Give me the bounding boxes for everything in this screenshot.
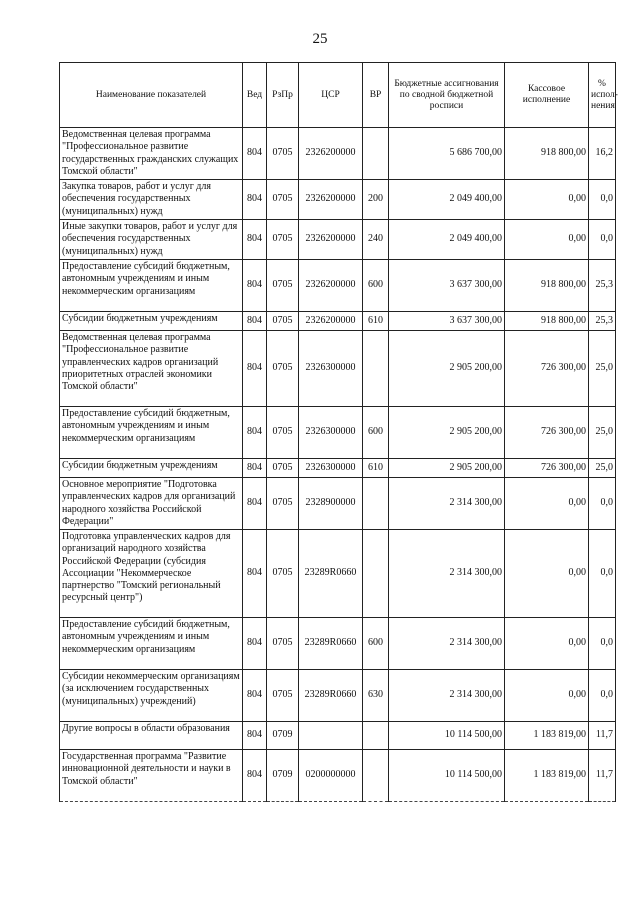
cell-pct: 25,0	[589, 459, 616, 478]
table-body	[60, 128, 616, 802]
cell-vr: 200	[363, 180, 389, 220]
cell-plan: 3 637 300,00	[389, 312, 505, 331]
cell-csr: 2326200000	[299, 220, 363, 260]
cell-rzpr: 0705	[267, 331, 299, 407]
cell-vr	[363, 478, 389, 530]
cell-pct: 0,0	[589, 220, 616, 260]
cell-name: Предоставление субсидий бюджетным, автономным учреждениям и иным некоммерческим организациям	[60, 260, 243, 312]
cell-rzpr: 0705	[267, 312, 299, 331]
cell-ved: 804	[243, 618, 267, 670]
cell-rzpr: 0705	[267, 459, 299, 478]
cell-vr: 600	[363, 260, 389, 312]
cell-name: Ведомственная целевая программа "Профессиональное развитие управленческих кадров организаций приоритетных отраслей экономики Томской области"	[60, 331, 243, 407]
table-row	[60, 407, 616, 459]
cell-vr	[363, 722, 389, 750]
cell-ved: 804	[243, 459, 267, 478]
header-cash: Кассовое исполнение	[505, 63, 589, 128]
cell-rzpr: 0705	[267, 530, 299, 618]
cell-plan: 3 637 300,00	[389, 260, 505, 312]
cell-pct: 0,0	[589, 180, 616, 220]
header-csr: ЦСР	[299, 63, 363, 128]
cell-plan: 10 114 500,00	[389, 722, 505, 750]
cell-pct: 25,0	[589, 331, 616, 407]
table-row	[60, 128, 616, 180]
cell-vr: 600	[363, 618, 389, 670]
cell-cash: 0,00	[505, 530, 589, 618]
header-name: Наименование показателей	[60, 63, 243, 128]
cell-cash: 1 183 819,00	[505, 750, 589, 802]
cell-cash: 0,00	[505, 220, 589, 260]
cell-rzpr: 0709	[267, 722, 299, 750]
cell-rzpr: 0705	[267, 260, 299, 312]
cell-csr: 23289R0660	[299, 670, 363, 722]
cell-rzpr: 0705	[267, 670, 299, 722]
cell-ved: 804	[243, 670, 267, 722]
budget-execution-table	[59, 62, 616, 802]
table-header-row	[60, 63, 616, 128]
cell-cash: 0,00	[505, 180, 589, 220]
cell-plan: 2 314 300,00	[389, 530, 505, 618]
cell-plan: 2 314 300,00	[389, 670, 505, 722]
cell-ved: 804	[243, 260, 267, 312]
cell-rzpr: 0705	[267, 478, 299, 530]
cell-ved: 804	[243, 220, 267, 260]
cell-name: Государственная программа "Развитие инновационной деятельности и науки в Томской области"	[60, 750, 243, 802]
cell-ved: 804	[243, 331, 267, 407]
table-row	[60, 312, 616, 331]
cell-csr: 2326300000	[299, 331, 363, 407]
cell-name: Другие вопросы в области образования	[60, 722, 243, 750]
cell-plan: 10 114 500,00	[389, 750, 505, 802]
cell-name: Субсидии бюджетным учреждениям	[60, 312, 243, 331]
cell-pct: 11,7	[589, 750, 616, 802]
cell-vr: 610	[363, 459, 389, 478]
cell-rzpr: 0709	[267, 750, 299, 802]
cell-rzpr: 0705	[267, 128, 299, 180]
cell-name: Субсидии бюджетным учреждениям	[60, 459, 243, 478]
cell-pct: 0,0	[589, 670, 616, 722]
cell-plan: 2 905 200,00	[389, 459, 505, 478]
cell-cash: 726 300,00	[505, 407, 589, 459]
cell-vr: 600	[363, 407, 389, 459]
cell-pct: 16,2	[589, 128, 616, 180]
cell-csr: 2326200000	[299, 260, 363, 312]
cell-plan: 2 905 200,00	[389, 331, 505, 407]
cell-pct: 0,0	[589, 530, 616, 618]
cell-cash: 0,00	[505, 618, 589, 670]
cell-plan: 2 049 400,00	[389, 180, 505, 220]
cell-csr: 23289R0660	[299, 618, 363, 670]
cell-rzpr: 0705	[267, 407, 299, 459]
cell-cash: 918 800,00	[505, 128, 589, 180]
cell-ved: 804	[243, 312, 267, 331]
cell-csr: 2328900000	[299, 478, 363, 530]
cell-pct: 25,3	[589, 312, 616, 331]
cell-plan: 2 314 300,00	[389, 618, 505, 670]
cell-plan: 5 686 700,00	[389, 128, 505, 180]
header-rzpr: РзПр	[267, 63, 299, 128]
cell-name: Ведомственная целевая программа "Профессиональное развитие государственных гражданских служащих Томской области"	[60, 128, 243, 180]
cell-ved: 804	[243, 750, 267, 802]
cell-csr	[299, 722, 363, 750]
cell-cash: 918 800,00	[505, 312, 589, 331]
cell-pct: 25,3	[589, 260, 616, 312]
table-row	[60, 220, 616, 260]
cell-vr	[363, 750, 389, 802]
header-vr: ВР	[363, 63, 389, 128]
cell-vr: 630	[363, 670, 389, 722]
cell-plan: 2 049 400,00	[389, 220, 505, 260]
table-row	[60, 670, 616, 722]
cell-ved: 804	[243, 180, 267, 220]
cell-pct: 0,0	[589, 478, 616, 530]
cell-vr: 610	[363, 312, 389, 331]
table-row	[60, 180, 616, 220]
cell-name: Иные закупки товаров, работ и услуг для обеспечения государственных (муниципальных) нужд	[60, 220, 243, 260]
cell-pct: 11,7	[589, 722, 616, 750]
cell-csr: 2326200000	[299, 128, 363, 180]
header-pct: % испол-нения	[589, 63, 616, 128]
table-row	[60, 750, 616, 802]
cell-csr: 2326300000	[299, 459, 363, 478]
cell-csr: 23289R0660	[299, 530, 363, 618]
table-row	[60, 331, 616, 407]
cell-ved: 804	[243, 478, 267, 530]
cell-cash: 0,00	[505, 478, 589, 530]
cell-vr	[363, 530, 389, 618]
table-row	[60, 459, 616, 478]
cell-cash: 1 183 819,00	[505, 722, 589, 750]
cell-ved: 804	[243, 722, 267, 750]
cell-ved: 804	[243, 407, 267, 459]
table-row	[60, 618, 616, 670]
cell-rzpr: 0705	[267, 180, 299, 220]
cell-name: Субсидии некоммерческим организациям (за исключением государственных (муниципальных) учреждений)	[60, 670, 243, 722]
table-row	[60, 530, 616, 618]
cell-csr: 2326300000	[299, 407, 363, 459]
cell-csr: 0200000000	[299, 750, 363, 802]
cell-name: Основное мероприятие "Подготовка управленческих кадров для организаций народного хозяйства Российской Федерации"	[60, 478, 243, 530]
table-row	[60, 478, 616, 530]
cell-pct: 25,0	[589, 407, 616, 459]
cell-rzpr: 0705	[267, 220, 299, 260]
cell-name: Подготовка управленческих кадров для организаций народного хозяйства Российской Федерации (субсидия Ассоциации "Некоммерческое партнерство "Томский региональный ресурсный центр")	[60, 530, 243, 618]
cell-vr	[363, 331, 389, 407]
cell-vr	[363, 128, 389, 180]
cell-pct: 0,0	[589, 618, 616, 670]
table-row	[60, 722, 616, 750]
cell-ved: 804	[243, 530, 267, 618]
cell-name: Закупка товаров, работ и услуг для обеспечения государственных (муниципальных) нужд	[60, 180, 243, 220]
header-ved: Вед	[243, 63, 267, 128]
cell-plan: 2 314 300,00	[389, 478, 505, 530]
cell-vr: 240	[363, 220, 389, 260]
cell-csr: 2326200000	[299, 180, 363, 220]
cell-plan: 2 905 200,00	[389, 407, 505, 459]
cell-cash: 726 300,00	[505, 459, 589, 478]
table-row	[60, 260, 616, 312]
cell-rzpr: 0705	[267, 618, 299, 670]
cell-name: Предоставление субсидий бюджетным, автономным учреждениям и иным некоммерческим организациям	[60, 407, 243, 459]
header-plan: Бюджетные ассигнования по сводной бюджетной росписи	[389, 63, 505, 128]
cell-cash: 918 800,00	[505, 260, 589, 312]
page-number: 25	[312, 31, 328, 47]
cell-cash: 0,00	[505, 670, 589, 722]
cell-cash: 726 300,00	[505, 331, 589, 407]
cell-ved: 804	[243, 128, 267, 180]
cell-csr: 2326200000	[299, 312, 363, 331]
cell-name: Предоставление субсидий бюджетным, автономным учреждениям и иным некоммерческим организациям	[60, 618, 243, 670]
